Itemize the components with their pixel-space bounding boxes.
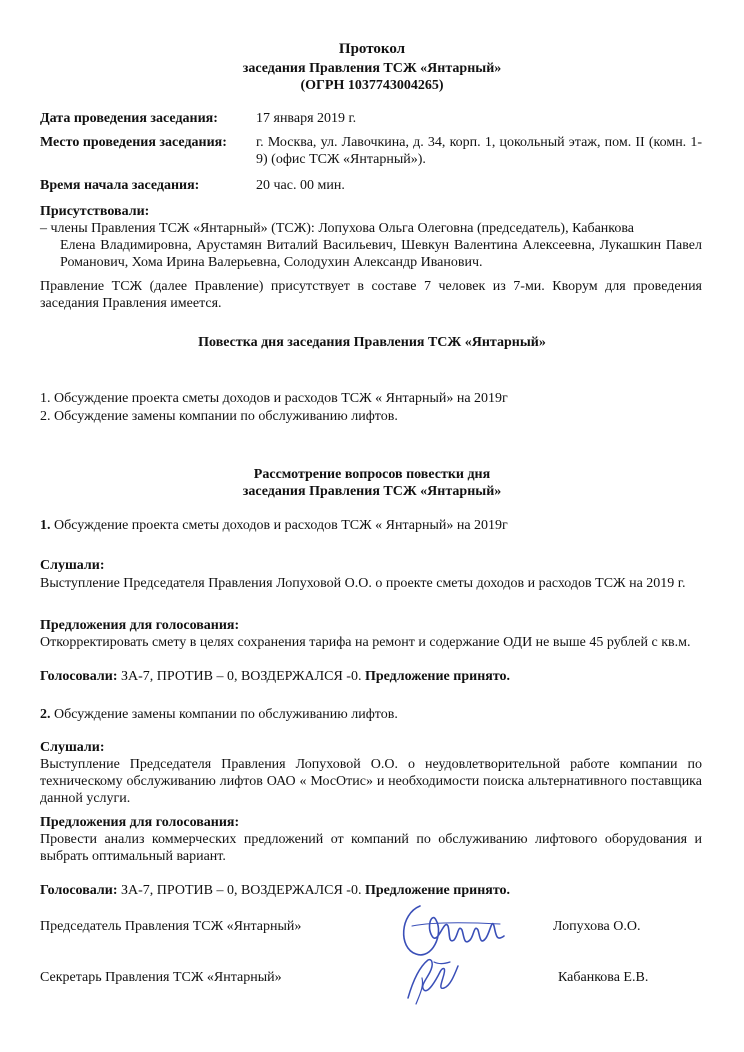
q1-vote-label: Голосовали: [40,669,118,684]
q2-vote-label: Голосовали: [40,883,118,898]
attendance-members-rest: Елена Владимировна, Арустамян Виталий Васильевич, Шевкун Валентина Алексеевна, Лукашкин Павел Романович, Хома Ирина Валерьевна, Солодухин Александр Иванович. [60,238,702,270]
document-title: Протокол [338,41,406,57]
ogrn: (ОГРН 1037743004265) [300,78,444,93]
q1-proposal-label: Предложения для голосования: [40,618,240,633]
q2-proposal-text: Провести анализ коммерческих предложений от компаний по обслуживанию лифтового оборудования и выбрать оптимальный вариант. [40,832,702,864]
secretary-name: Кабанкова Е.В. [558,970,649,985]
quorum-text: Правление ТСЖ (далее Правление) присутствует в составе 7 человек из 7-ми. Кворум для проведения заседания Правления имеется. [40,279,702,311]
q2-title-text: Обсуждение замены компании по обслуживанию лифтов. [50,707,398,722]
secretary-signature [398,950,468,1010]
q1-heard-text: Выступление Председателя Правления Лопуховой О.О. о проекте сметы доходов и расходов ТСЖ на 2019 г. [40,576,686,591]
place-value: г. Москва, ул. Лавочкина, д. 34, корп. 1, цокольный этаж, пом. II (комн. 1-9) (офис ТСЖ «Янтарный»). [256,135,702,167]
date-label: Дата проведения заседания: [40,111,218,126]
q1-vote [40,668,510,685]
q1-proposal-text: Откорректировать смету в целях сохранения тарифа на ремонт и содержание ОДИ не выше 45 рублей с кв.м. [40,635,691,650]
attendance-label: Присутствовали: [40,204,150,219]
agenda-item-2: 2. Обсуждение замены компании по обслуживанию лифтов. [40,409,398,424]
q1-heard-label: Слушали: [40,558,105,573]
q2-title [40,706,398,723]
time-label: Время начала заседания: [40,178,200,193]
q1-vote-result: Предложение принято. [364,669,511,684]
document-subtitle: заседания Правления ТСЖ «Янтарный» [242,61,502,76]
q1-title-text: Обсуждение проекта сметы доходов и расходов ТСЖ « Янтарный» на 2019г [50,518,508,533]
date-value: 17 января 2019 г. [256,111,357,126]
chair-name: Лопухова О.О. [553,919,641,934]
time-value: 20 час. 00 мин. [256,178,345,193]
review-heading-line2: заседания Правления ТСЖ «Янтарный» [242,484,502,499]
q2-heard-text: Выступление Председателя Правления Лопуховой О.О. о неудовлетворительной работе компании по техническому обслуживанию лифтов ОАО « МосОтис» и необходимости поиска альтернативного поставщика данной услуги. [40,757,702,806]
q2-num: 2. [40,707,51,722]
q1-vote-text: ЗА-7, ПРОТИВ – 0, ВОЗДЕРЖАЛСЯ -0. [117,669,365,684]
agenda-heading: Повестка дня заседания Правления ТСЖ «Янтарный» [198,335,546,350]
q1-num: 1. [40,518,51,533]
review-heading-line1: Рассмотрение вопросов повестки дня [253,467,491,482]
q2-vote-text: ЗА-7, ПРОТИВ – 0, ВОЗДЕРЖАЛСЯ -0. [117,883,365,898]
secretary-role: Секретарь Правления ТСЖ «Янтарный» [40,970,282,985]
attendance-members-line1: – члены Правления ТСЖ «Янтарный» (ТСЖ): Лопухова Ольга Олеговна (председатель), Кабанкова [40,221,635,236]
q2-heard-label: Слушали: [40,740,105,755]
q1-title [40,517,508,534]
agenda-item-1: 1. Обсуждение проекта сметы доходов и расходов ТСЖ « Янтарный» на 2019г [40,391,508,406]
q2-proposal-label: Предложения для голосования: [40,815,240,830]
chair-role: Председатель Правления ТСЖ «Янтарный» [40,919,302,934]
place-label: Место проведения заседания: [40,135,227,150]
q2-vote-result: Предложение принято. [364,883,511,898]
